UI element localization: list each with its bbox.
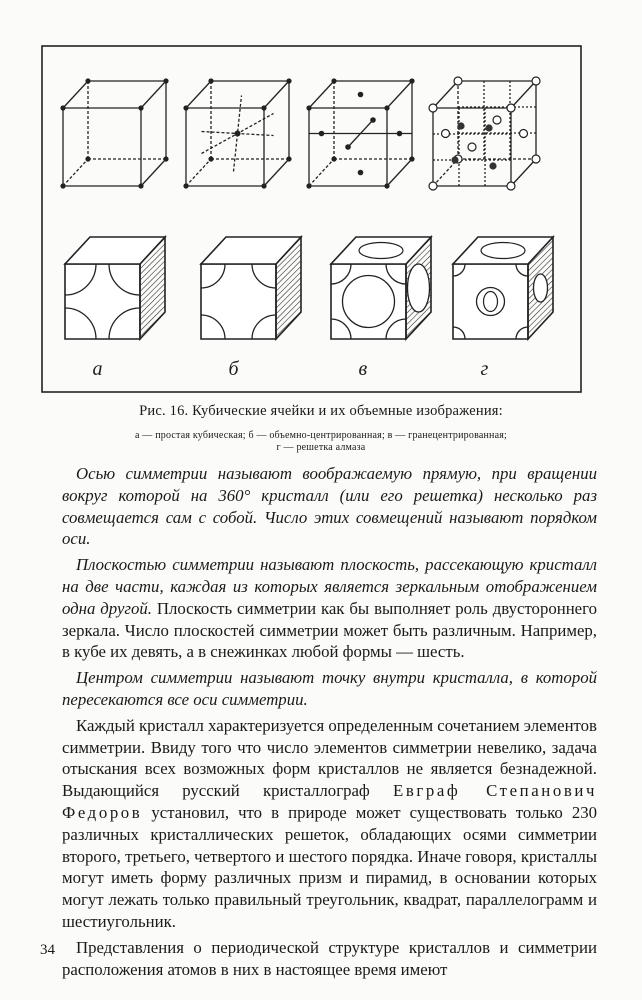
atom-circle (532, 77, 540, 85)
figure-legend-line-1: а — простая кубическая; б — объемно-центрированная; в — гранецентрированная; (134, 430, 508, 441)
cell-edge (186, 81, 211, 108)
atom-dot (331, 156, 336, 161)
atom-dot (60, 105, 65, 110)
paragraph-center-definition: Центром симметрии называют точку внутри кристалла, в которой пересекаются все оси симметрии. (62, 668, 597, 709)
atom-dot (183, 105, 188, 110)
cell-edge (141, 159, 166, 186)
atom-dot (286, 156, 291, 161)
atom-dot (358, 92, 364, 98)
figure-caption: Рис. 16. Кубические ячейки и их объемные изображения: (139, 403, 503, 419)
atom-circle (468, 143, 476, 151)
top-sphere-section (481, 243, 525, 259)
atom-dot (485, 124, 492, 131)
atom-dot (208, 78, 213, 83)
plane-definition-italic: Плоскостью симметрии называют плоскость, рассекающую кристалл на две части, каждая из которых является зеркальным отображением одна другой. (62, 555, 597, 618)
cube-label: б (228, 358, 239, 380)
figure-legend-line-2: г — решетка алмаза (276, 442, 366, 453)
atom-dot (397, 131, 403, 137)
atom-dot (345, 144, 351, 150)
atom-circle (532, 155, 540, 163)
paragraph-periodic-structure: Представления о периодической структуре кристаллов и симметрии расположения атомов в них в настоящее время имеют (62, 937, 597, 979)
side-sphere-section (534, 274, 548, 302)
atom-dot (306, 183, 311, 188)
atom-circle (442, 130, 450, 138)
atom-dot (183, 183, 188, 188)
fedorov-name: Евграф Степанович Федоров (62, 781, 598, 822)
atom-dot (306, 105, 311, 110)
atom-dot (261, 183, 266, 188)
cell-edge (387, 159, 412, 186)
atom-dot (489, 162, 496, 169)
atom-dot (451, 156, 458, 163)
atom-circle (454, 77, 462, 85)
cell-edge (186, 159, 211, 186)
cube-front-face (65, 264, 140, 339)
atom-dot (138, 183, 143, 188)
side-sphere-section (408, 264, 430, 312)
cubic-cells-illustration (41, 45, 582, 393)
atom-circle (429, 104, 437, 112)
cell-edge (264, 81, 289, 108)
cell-edge (309, 81, 334, 108)
atom-dot (235, 131, 241, 137)
cell-edge (63, 159, 88, 186)
atom-dot (384, 183, 389, 188)
atom-dot (370, 117, 376, 123)
sphere-arc (484, 292, 498, 312)
plane-definition-rest: Плоскость симметрии как бы выполняет роль двустороннего зеркала. Число плоскостей симметрии может быть различным. Например, в кубе их девять, а в снежинках любой формы — шесть. (62, 598, 597, 662)
atom-circle (507, 104, 515, 112)
cell-edge (63, 81, 88, 108)
atom-circle (520, 130, 528, 138)
page-number: 34 (40, 942, 55, 958)
atom-dot (384, 105, 389, 110)
cell-edge (511, 81, 536, 108)
paragraph-axis-definition: Осью симметрии называют воображаемую прямую, при вращении вокруг которой на 360° кристалл (или его решетка) несколько раз совмещается сам с собой. Число этих совмещений называют порядком оси. (62, 464, 597, 549)
fedorov-text-b: установил, что в природе может существовать только 230 различных кристаллических решеток, обладающих осями симметрии второго, третьего, четвертого и шестого порядка. Иначе говоря, кристаллы могут иметь форму различных призм и пирамид, в основании которых могут лежать только правильный треугольник, квадрат, параллелограмм и шестиугольник. (62, 802, 597, 931)
cube-label: а (92, 358, 103, 380)
atom-dot (358, 170, 364, 176)
atom-dot (85, 78, 90, 83)
cell-edge (511, 159, 536, 186)
atom-dot (138, 105, 143, 110)
atom-dot (409, 78, 414, 83)
atom-dot (457, 122, 464, 129)
atom-dot (331, 78, 336, 83)
atom-dot (286, 78, 291, 83)
atom-dot (85, 156, 90, 161)
cube-label: г (480, 358, 489, 380)
cube-front-face (201, 264, 276, 339)
figure-16 (41, 45, 582, 393)
atom-dot (319, 131, 325, 137)
atom-dot (163, 156, 168, 161)
atom-dot (163, 78, 168, 83)
figure-frame (42, 46, 581, 392)
top-sphere-section (359, 243, 403, 259)
paragraph-fedorov (62, 715, 597, 933)
cell-edge (433, 81, 458, 108)
cell-edge (264, 159, 289, 186)
cell-edge (141, 81, 166, 108)
fedorov-text-a: Каждый кристалл характеризуется определенным сочетанием элементов симметрии. Ввиду того что число элементов симметрии невелико, задача отыскания всех возможных форм кристаллов не является безнадежной. Выдающийся русский кристаллограф (62, 715, 597, 801)
atom-dot (409, 156, 414, 161)
atom-dot (208, 156, 213, 161)
cube-label: в (358, 358, 368, 380)
atom-circle (493, 116, 501, 124)
atom-dot (261, 105, 266, 110)
cell-edge (309, 159, 334, 186)
body-text (62, 463, 597, 980)
cell-edge (387, 81, 412, 108)
paragraph-plane-definition (62, 554, 597, 663)
atom-circle (507, 182, 515, 190)
atom-circle (429, 182, 437, 190)
atom-dot (60, 183, 65, 188)
